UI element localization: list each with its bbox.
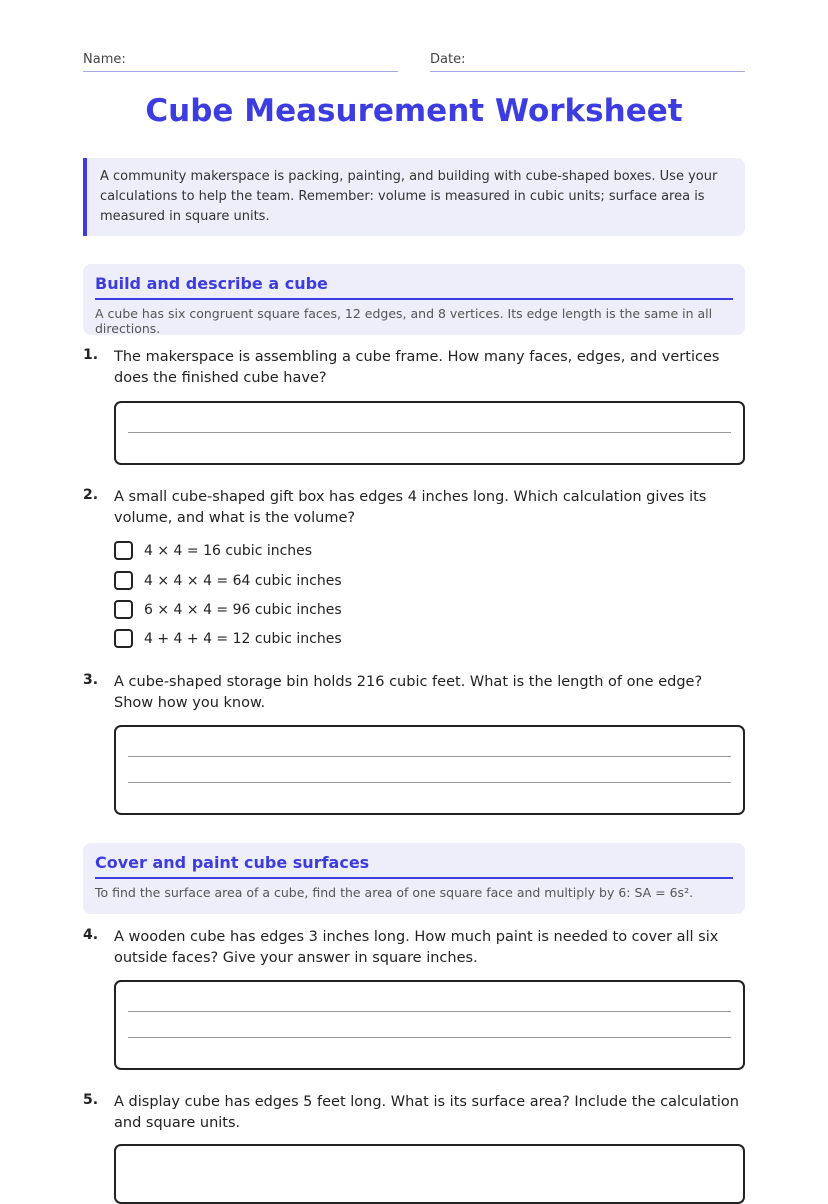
section-title: Cover and paint cube surfaces xyxy=(95,852,733,879)
question-1 xyxy=(83,347,745,389)
question-number: 1. xyxy=(83,347,99,363)
option-2[interactable] xyxy=(114,571,342,590)
option-label: 6 × 4 × 4 = 96 cubic inches xyxy=(144,601,342,618)
checkbox[interactable] xyxy=(114,571,133,590)
section-description: A cube has six congruent square faces, 12 edges, and 8 vertices. Its edge length is the same in all directions. xyxy=(95,306,713,336)
option-label: 4 × 4 × 4 = 64 cubic inches xyxy=(144,572,342,589)
question-text: A cube-shaped storage bin holds 216 cubic feet. What is the length of one edge? Show how you know. xyxy=(114,674,703,711)
section-description: To find the surface area of a cube, find the area of one square face and multiply by 6: SA = 6s². xyxy=(95,885,694,900)
question-2 xyxy=(83,487,745,529)
answer-line xyxy=(128,1011,731,1012)
question-text: A display cube has edges 5 feet long. What is its surface area? Include the calculation and square units. xyxy=(114,1094,739,1131)
question-text: A small cube-shaped gift box has edges 4 inches long. Which calculation gives its volume, and what is the volume? xyxy=(114,489,707,526)
answer-line xyxy=(128,432,731,433)
option-3[interactable] xyxy=(114,600,342,619)
option-4[interactable] xyxy=(114,629,342,648)
checkbox[interactable] xyxy=(114,541,133,560)
section-build-cube xyxy=(83,264,745,335)
question-5 xyxy=(83,1092,745,1134)
option-label: 4 + 4 + 4 = 12 cubic inches xyxy=(144,630,342,647)
name-label: Name: xyxy=(83,52,126,67)
header-fields xyxy=(83,52,745,72)
checkbox[interactable] xyxy=(114,629,133,648)
answer-box-1[interactable] xyxy=(114,401,745,465)
question-number: 2. xyxy=(83,487,99,503)
question-number: 4. xyxy=(83,927,99,943)
section-paint-surfaces xyxy=(83,843,745,914)
section-title: Build and describe a cube xyxy=(95,273,733,300)
intro-callout: A community makerspace is packing, painting, and building with cube-shaped boxes. Use your calculations to help the team. Remember: volume is measured in cubic units; surface area is measured in square units. xyxy=(83,158,745,236)
answer-box-5[interactable] xyxy=(114,1144,745,1204)
answer-box-3[interactable] xyxy=(114,725,745,815)
name-field[interactable] xyxy=(83,52,398,72)
checkbox[interactable] xyxy=(114,600,133,619)
answer-line xyxy=(128,782,731,783)
answer-line xyxy=(128,756,731,757)
answer-box-4[interactable] xyxy=(114,980,745,1070)
question-text: The makerspace is assembling a cube frame. How many faces, edges, and vertices does the finished cube have? xyxy=(114,349,720,386)
question-number: 5. xyxy=(83,1092,99,1108)
question-4 xyxy=(83,927,745,969)
question-text: A wooden cube has edges 3 inches long. How much paint is needed to cover all six outside faces? Give your answer in square inches. xyxy=(114,929,719,966)
option-label: 4 × 4 = 16 cubic inches xyxy=(144,542,313,559)
date-label: Date: xyxy=(430,52,466,67)
question-3 xyxy=(83,672,745,714)
page-title: Cube Measurement Worksheet xyxy=(145,93,683,129)
option-1[interactable] xyxy=(114,541,312,560)
date-field[interactable] xyxy=(430,52,745,72)
question-number: 3. xyxy=(83,672,99,688)
answer-line xyxy=(128,1037,731,1038)
